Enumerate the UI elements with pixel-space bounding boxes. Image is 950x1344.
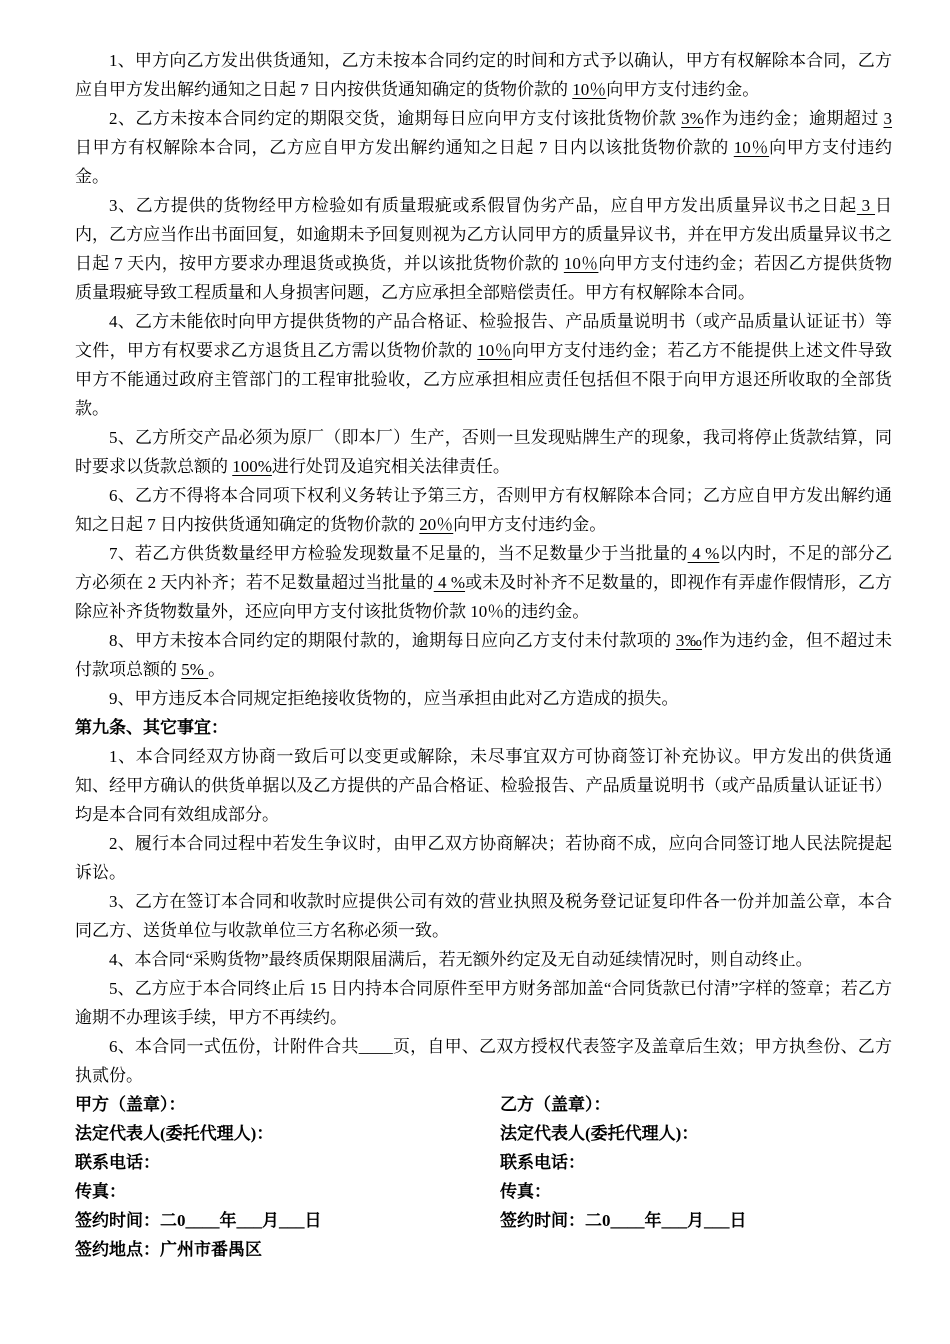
clause-misc-1 [75,742,892,829]
clause-misc-6 [75,1032,892,1090]
text-run: 第九条、其它事宜： [75,718,228,737]
text-run: 作为违约金；逾期超过 [703,109,884,128]
text-run: 页，自甲、乙双方授权代表签字及盖章后生效；甲方执叁份、乙方执贰份。 [75,1037,893,1085]
clause-breach-7 [75,539,892,626]
text-run: 或未及时补齐不足数量的，即视作有弄虚作假情形，乙方除应补齐货物数量外，还应向甲方支付该批货物价款 10％的违约金。 [75,573,892,621]
clause-breach-5 [75,423,892,481]
party-b-phone-label: 联系电话： [500,1153,585,1172]
filled-blank: 10％ [733,138,770,157]
text-run: 向甲方支付违约金；若乙方不能提供上述文件导致甲方不能通过政府主管部门的工程审批验收，乙方应承担相应责任包括但不限于向甲方退还所收取的全部货款。 [75,341,893,418]
clause-breach-3 [75,191,892,307]
text-run: 5、乙方应于本合同终止后 15 日内持本合同原件至甲方财务部加盖“合同货款已付清”字样的签章；若乙方逾期不办理该手续，甲方不再续约。 [75,979,892,1027]
text-run: 作为违约金，但不超过未付款项总额的 [75,631,893,679]
text-run: 向甲方支付违约金；若因乙方提供货物质量瑕疵导致工程质量和人身损害问题，乙方应承担全部赔偿责任。甲方有权解除本合同。 [75,254,893,302]
clause-breach-6 [75,481,892,539]
party-a-signing-date: 签约时间：二0____年___月___日 [75,1211,322,1230]
party-a-seal-label: 甲方（盖章）： [75,1095,186,1114]
text-run: 9、甲方违反本合同规定拒绝接收货物的，应当承担由此对乙方造成的损失。 [109,689,679,708]
filled-blank: 100% [232,457,272,476]
filled-blank: 3 [883,109,893,128]
section-9-heading [75,713,892,742]
text-run: 5、乙方所交产品必须为原厂（即本厂）生产，否则一旦发现贴牌生产的现象，我司将停止货款结算，同时要求以货款总额的 [75,428,892,476]
filled-blank: 3 [856,196,876,215]
text-run: 6、乙方不得将本合同项下权利义务转让予第三方，否则甲方有权解除本合同；乙方应自甲方发出解约通知之日起 7 日内按供货通知确定的货物价款的 [75,486,892,534]
party-a-signature-column [75,1090,500,1264]
filled-blank: 10％ [572,80,607,99]
text-run: 以内时，不足的部分乙方必须在 2 天内补齐；若不足数量超过当批量的 [75,544,893,592]
clause-misc-5 [75,974,892,1032]
text-run: 日内，乙方应当作出书面回复，如逾期未予回复则视为乙方认同甲方的质量异议书，并在甲方发出质量异议书之日起 7 天内，按甲方要求办理退货或换货，并以该批货物价款的 [75,196,893,273]
text-run: 2、乙方未按本合同约定的期限交货，逾期每日应向甲方支付该批货物价款 [109,109,682,128]
text-run: 向甲方支付违约金。 [75,138,893,186]
filled-blank: 10％ [563,254,599,273]
party-b-signature-column [500,1090,892,1235]
signing-place: 签约地点：广州市番禺区 [75,1240,262,1259]
text-run: 。 [208,660,226,679]
filled-blank: 5% [181,660,209,679]
text-run: 1、本合同经双方协商一致后可以变更或解除，未尽事宜双方可协商签订补充协议。甲方发出的供货通知、经甲方确认的供货单据以及乙方提供的产品合格证、检验报告、产品质量说明书（或产品质量认证证书）均是本合同有效组成部分。 [75,747,892,824]
clause-breach-1 [75,46,892,104]
party-b-signing-date: 签约时间：二0____年___月___日 [500,1211,747,1230]
clause-misc-2 [75,829,892,887]
text-run: 4、本合同“采购货物”最终质保期限届满后，若无额外约定及无自动延续情况时，则自动终止。 [109,950,813,969]
clause-misc-4 [75,945,892,974]
text-run: 3、乙方在签订本合同和收款时应提供公司有效的营业执照及税务登记证复印件各一份并加盖公章，本合同乙方、送货单位与收款单位三方名称必须一致。 [75,892,892,940]
signature-block [75,1090,892,1264]
party-a-phone-label: 联系电话： [75,1153,160,1172]
filled-blank: 3% [681,109,704,128]
text-run: 8、甲方未按本合同约定的期限付款的，逾期每日应向乙方支付未付款项的 [109,631,676,650]
clause-breach-9 [75,684,892,713]
text-run: 1、甲方向乙方发出供货通知，乙方未按本合同约定的时间和方式予以确认，甲方有权解除本合同，乙方应自甲方发出解约通知之日起 7 日内按供货通知确定的货物价款的 [75,51,892,99]
clause-breach-8 [75,626,892,684]
party-a-legal-representative-label: 法定代表人(委托代理人)： [75,1124,274,1143]
filled-blank: 3‰ [675,631,703,650]
text-run: ____ [358,1037,393,1056]
filled-blank: 4 % [433,573,466,592]
text-run: 6、本合同一式伍份，计附件合共 [109,1037,359,1056]
text-run: 向甲方支付违约金。 [453,515,607,534]
party-b-legal-representative-label: 法定代表人(委托代理人)： [500,1124,699,1143]
party-b-fax-label: 传真： [500,1182,551,1201]
text-run: 2、履行本合同过程中若发生争议时，由甲乙双方协商解决；若协商不成，应向合同签订地人民法院提起诉讼。 [75,834,892,882]
document-body [75,46,892,1090]
filled-blank: 10％ [477,341,512,360]
party-a-fax-label: 传真： [75,1182,126,1201]
party-b-seal-label: 乙方（盖章）： [500,1095,611,1114]
text-run: 向甲方支付违约金。 [606,80,760,99]
clause-breach-2 [75,104,892,191]
text-run: 进行处罚及追究相关法律责任。 [271,457,510,476]
text-run: 3、乙方提供的货物经甲方检验如有质量瑕疵或系假冒伪劣产品，应自甲方发出质量异议书之日起 [109,196,857,215]
filled-blank: 20％ [419,515,454,534]
text-run: 日甲方有权解除本合同，乙方应自甲方发出解约通知之日起 7 日内以该批货物价款的 [75,138,734,157]
text-run: 7、若乙方供货数量经甲方检验发现数量不足量的，当不足数量少于当批量的 [109,544,688,563]
text-run: 4、乙方未能依时向甲方提供货物的产品合格证、检验报告、产品质量说明书（或产品质量认证证书）等文件，甲方有权要求乙方退货且乙方需以货物价款的 [75,312,892,360]
clause-misc-3 [75,887,892,945]
filled-blank: 4 % [687,544,720,563]
clause-breach-4 [75,307,892,423]
